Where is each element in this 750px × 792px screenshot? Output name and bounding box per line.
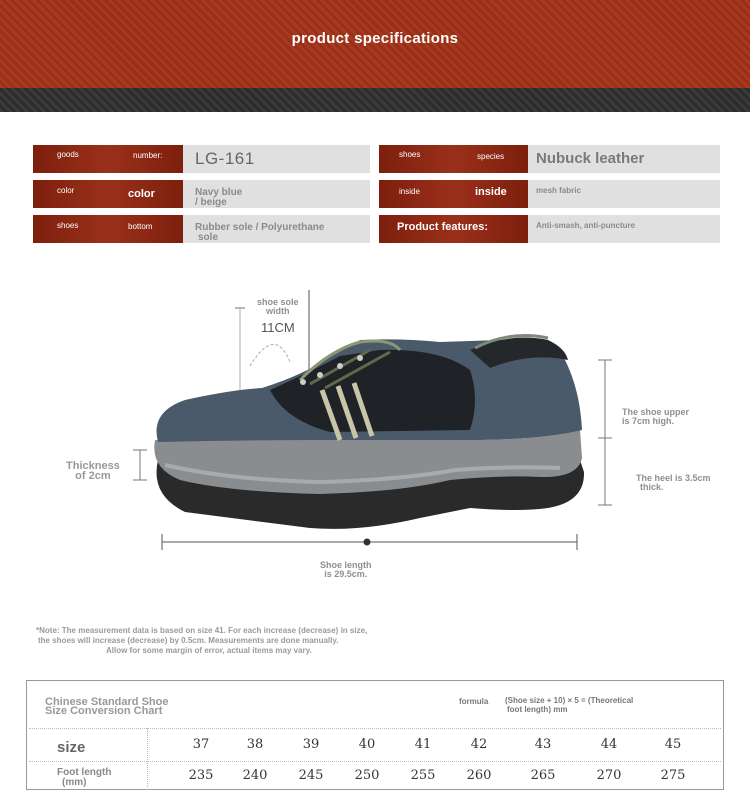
measurement-note — [36, 626, 436, 656]
page-title: product specifications — [291, 30, 459, 47]
size-cell: 40 — [358, 737, 376, 752]
foot-length-cell: 260 — [466, 768, 492, 783]
material-value: Nubuck leather — [536, 150, 645, 167]
spec-label-a: goods — [57, 150, 79, 159]
features-label: Product features: — [397, 221, 489, 233]
spec-label-lining — [379, 180, 528, 208]
table-title-line1: Chinese Standard Shoe — [45, 696, 169, 708]
spec-label-a: inside — [399, 187, 420, 196]
size-cell: 45 — [664, 737, 682, 752]
formula-text — [505, 696, 695, 714]
size-cell: 39 — [302, 737, 320, 752]
foot-length-cell: 250 — [354, 768, 380, 783]
spec-label-sole — [33, 215, 183, 243]
shoe-diagram — [0, 280, 750, 620]
size-conversion-table — [26, 680, 724, 790]
sole-width-label — [257, 298, 299, 316]
table-title — [45, 698, 168, 716]
table-title-line2: Size Conversion Chart — [45, 705, 163, 717]
spec-value-sole — [183, 215, 370, 243]
upper-line1: The shoe upper — [622, 407, 690, 417]
table-divider — [29, 761, 721, 762]
size-cell: 38 — [246, 737, 264, 752]
spec-value-material — [528, 145, 720, 173]
foot-length-cell: 245 — [298, 768, 324, 783]
header-banner — [0, 0, 750, 88]
color-value-line2: / beige — [195, 197, 227, 208]
shoe-length-label — [320, 561, 372, 579]
sole-value-line1: Rubber sole / Polyurethane — [195, 222, 325, 233]
upper-height-label — [622, 408, 689, 426]
foot-length-cell: 240 — [242, 768, 268, 783]
foot-length-cell: 270 — [596, 768, 622, 783]
size-row-label: size — [57, 739, 86, 756]
sole-value-line2: sole — [198, 232, 219, 243]
sole-thickness-label — [66, 461, 120, 481]
spec-label-b: species — [477, 152, 505, 161]
foot-label-line2: (mm) — [62, 777, 87, 788]
length-line1: Shoe length — [320, 560, 372, 570]
spec-label-a: color — [57, 186, 75, 195]
length-line2: is 29.5cm. — [324, 569, 368, 579]
note-line3: Allow for some margin of error, actual items may vary. — [106, 646, 312, 655]
spec-label-color — [33, 180, 183, 208]
sole-width-line2: width — [266, 306, 290, 316]
spec-value-features — [528, 215, 720, 243]
size-cell: 44 — [600, 737, 618, 752]
heel-thickness-label — [636, 474, 711, 492]
header-stripe — [0, 88, 750, 112]
spec-value-color — [183, 180, 370, 208]
heel-line1: The heel is 3.5cm — [636, 473, 711, 483]
heel-line2: thick. — [640, 482, 664, 492]
table-divider — [29, 728, 721, 729]
spec-value-model — [183, 145, 370, 173]
spec-label-model — [33, 145, 183, 173]
note-line1: *Note: The measurement data is based on size 41. For each increase (decrease) in size, — [36, 626, 368, 635]
foot-length-row-label — [57, 768, 111, 788]
table-divider-vertical — [147, 728, 148, 790]
formula-label: formula — [459, 697, 489, 706]
spec-label-b: bottom — [128, 222, 153, 231]
spec-label-features — [379, 215, 528, 243]
foot-length-cell: 235 — [188, 768, 214, 783]
features-value: Anti-smash, anti-puncture — [536, 221, 636, 230]
lining-value: mesh fabric — [536, 186, 581, 195]
spec-label-b: inside — [475, 186, 507, 198]
upper-line2: is 7cm high. — [622, 416, 675, 426]
thickness-line2: of 2cm — [75, 470, 111, 482]
note-line2: the shoes will increase (decrease) by 0.5cm. Measurements are done manually. — [38, 636, 339, 645]
size-cell: 42 — [470, 737, 488, 752]
formula-line1: (Shoe size + 10) × 5 = (Theoretical — [505, 696, 634, 705]
spec-label-a: shoes — [399, 150, 421, 159]
spec-label-b: color — [128, 188, 155, 200]
sole-value — [195, 223, 365, 243]
size-cell: 43 — [534, 737, 552, 752]
size-cell: 37 — [192, 737, 210, 752]
foot-length-cell: 255 — [410, 768, 436, 783]
sole-width-value: 11CM — [261, 320, 295, 335]
spec-label-a: shoes — [57, 221, 79, 230]
spec-label-material — [379, 145, 528, 173]
size-cell: 41 — [414, 737, 432, 752]
spec-value-lining — [528, 180, 720, 208]
color-value-line1: Navy blue — [195, 187, 243, 198]
spec-label-b: number: — [133, 151, 163, 160]
foot-length-cell: 265 — [530, 768, 556, 783]
thickness-line1: Thickness — [66, 460, 120, 472]
foot-length-cell: 275 — [660, 768, 686, 783]
color-value — [195, 188, 365, 208]
foot-label-line1: Foot length — [57, 767, 112, 778]
formula-line2: foot length) mm — [507, 705, 568, 714]
sole-width-line1: shoe sole — [257, 297, 299, 307]
model-number: LG-161 — [195, 149, 255, 168]
